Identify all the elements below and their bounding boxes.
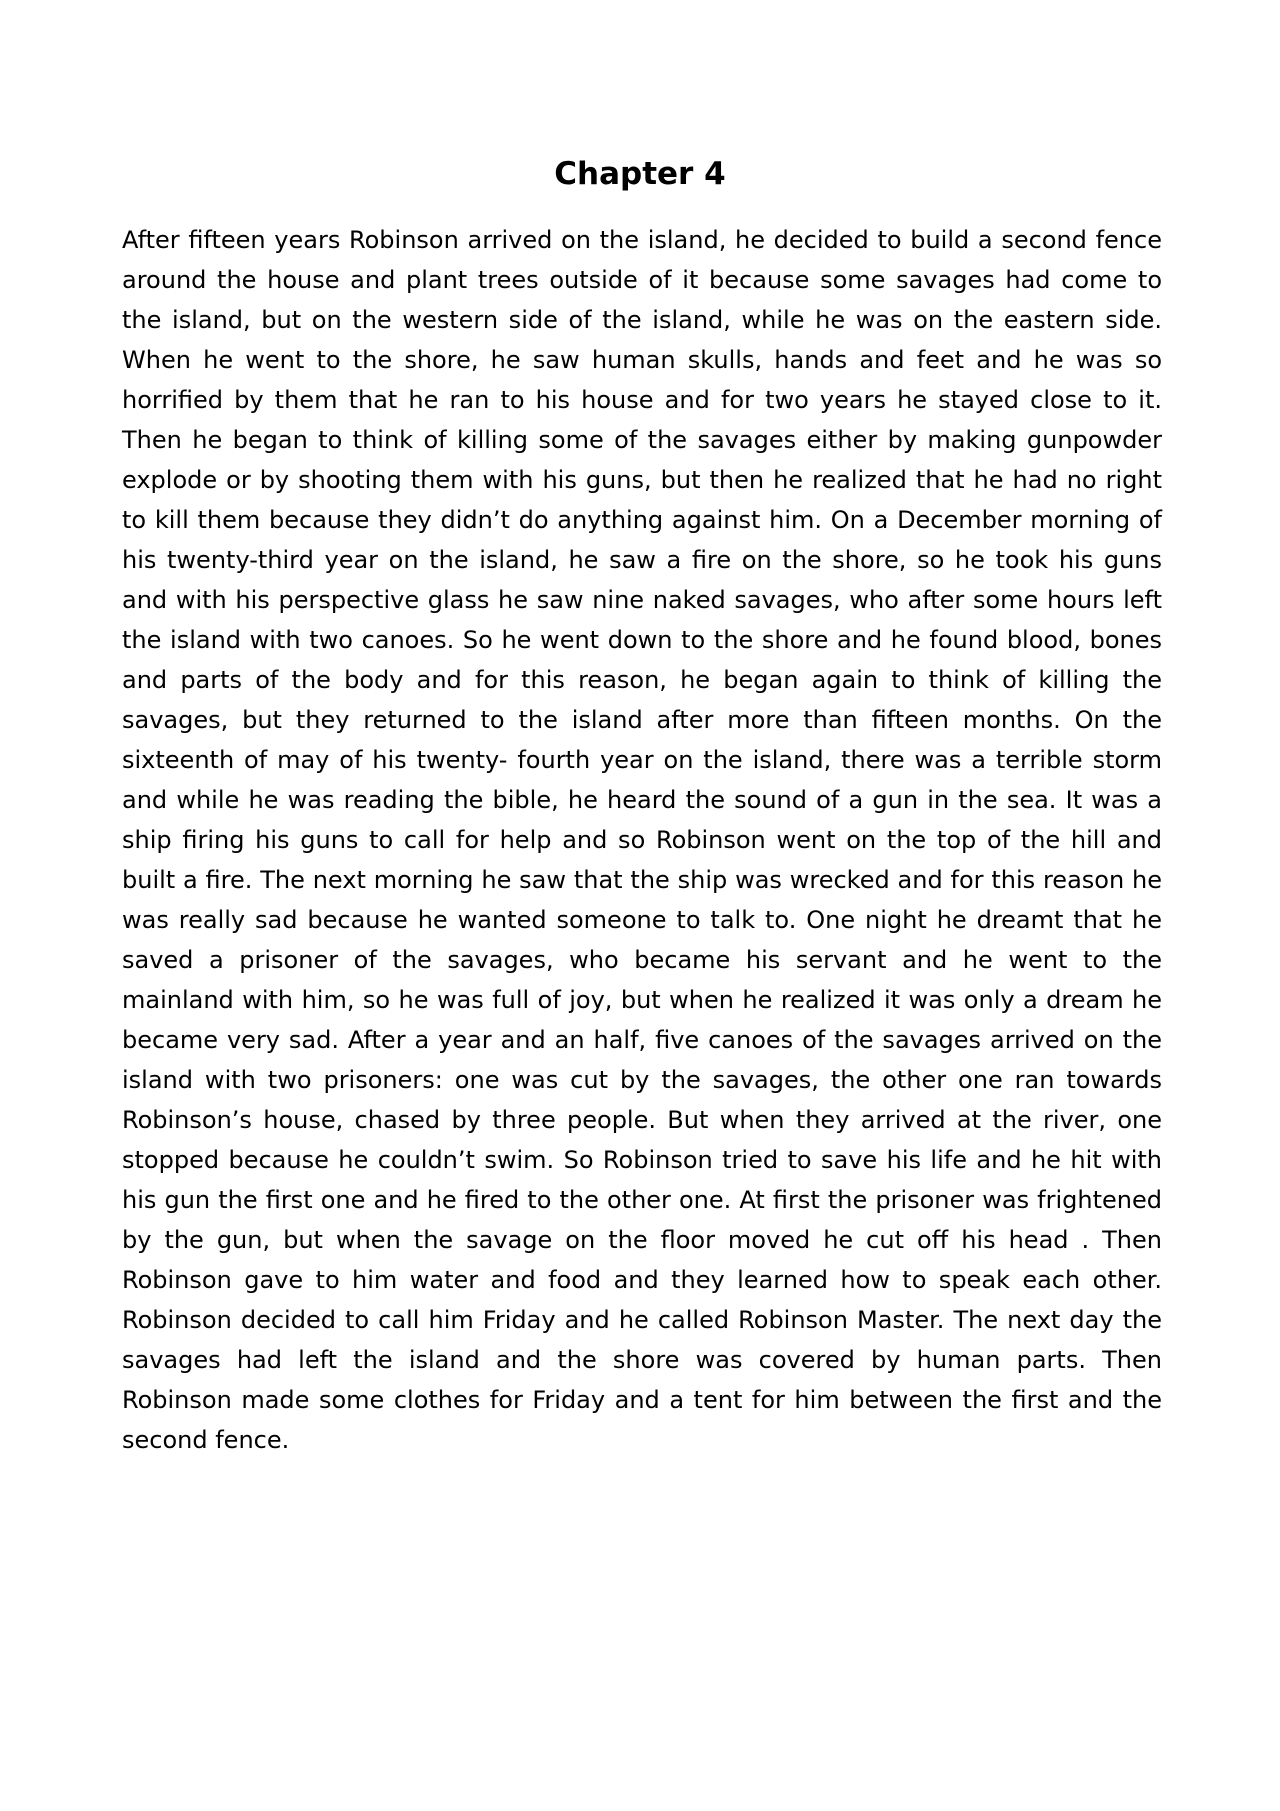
chapter-title: Chapter 4 [554, 156, 726, 192]
body-paragraph: After fifteen years Robinson arrived on the island, he decided to build a second fence around the house and plant trees outside of it because some savages had come to the island, but on the western side of the island, while he was on the eastern side. When he went to the shore, he saw human skulls, hands and feet and he was so horrified by them that he ran to his house and for two years he stayed close to it. Then he began to think of killing some of the savages either by making gunpowder explode or by shooting them with his guns, but then he realized that he had no right to kill them because they didn’t do anything against him. On a December morning of his twenty-third year on the island, he saw a fire on the shore, so he took his guns and with his perspective glass he saw nine naked savages, who after some hours left the island with two canoes. So he went down to the shore and he found blood, bones and parts of the body and for this reason, he began again to think of killing the savages, but they returned to the island after more than fifteen months. On the sixteenth of may of his twenty- fourth year on the island, there was a terrible storm and while he was reading the bible, he heard the sound of a gun in the sea. It was a ship firing his guns to call for help and so Robinson went on the top of the hill and built a fire. The next morning he saw that the ship was wrecked and for this reason he was really sad because he wanted someone to talk to. One night he dreamt that he saved a prisoner of the savages, who became his servant and he went to the mainland with him, so he was full of joy, but when he realized it was only a dream he became very sad. After a year and an half, five canoes of the savages arrived on the island with two prisoners: one was cut by the savages, the other one ran towards Robinson’s house, chased by three people. But when they arrived at the river, one stopped because he couldn’t swim. So Robinson tried to save his life and he hit with his gun the first one and he fired to the other one. At first the prisoner was frightened by the gun, but when the savage on the floor moved he cut off his head . Then Robinson gave to him water and food and they learned how to speak each other. Robinson decided to call him Friday and he called Robinson Master. The next day the savages had left the island and the shore was covered by human parts. Then Robinson made some clothes for Friday and a tent for him between the first and the second fence. [122, 226, 1162, 1454]
